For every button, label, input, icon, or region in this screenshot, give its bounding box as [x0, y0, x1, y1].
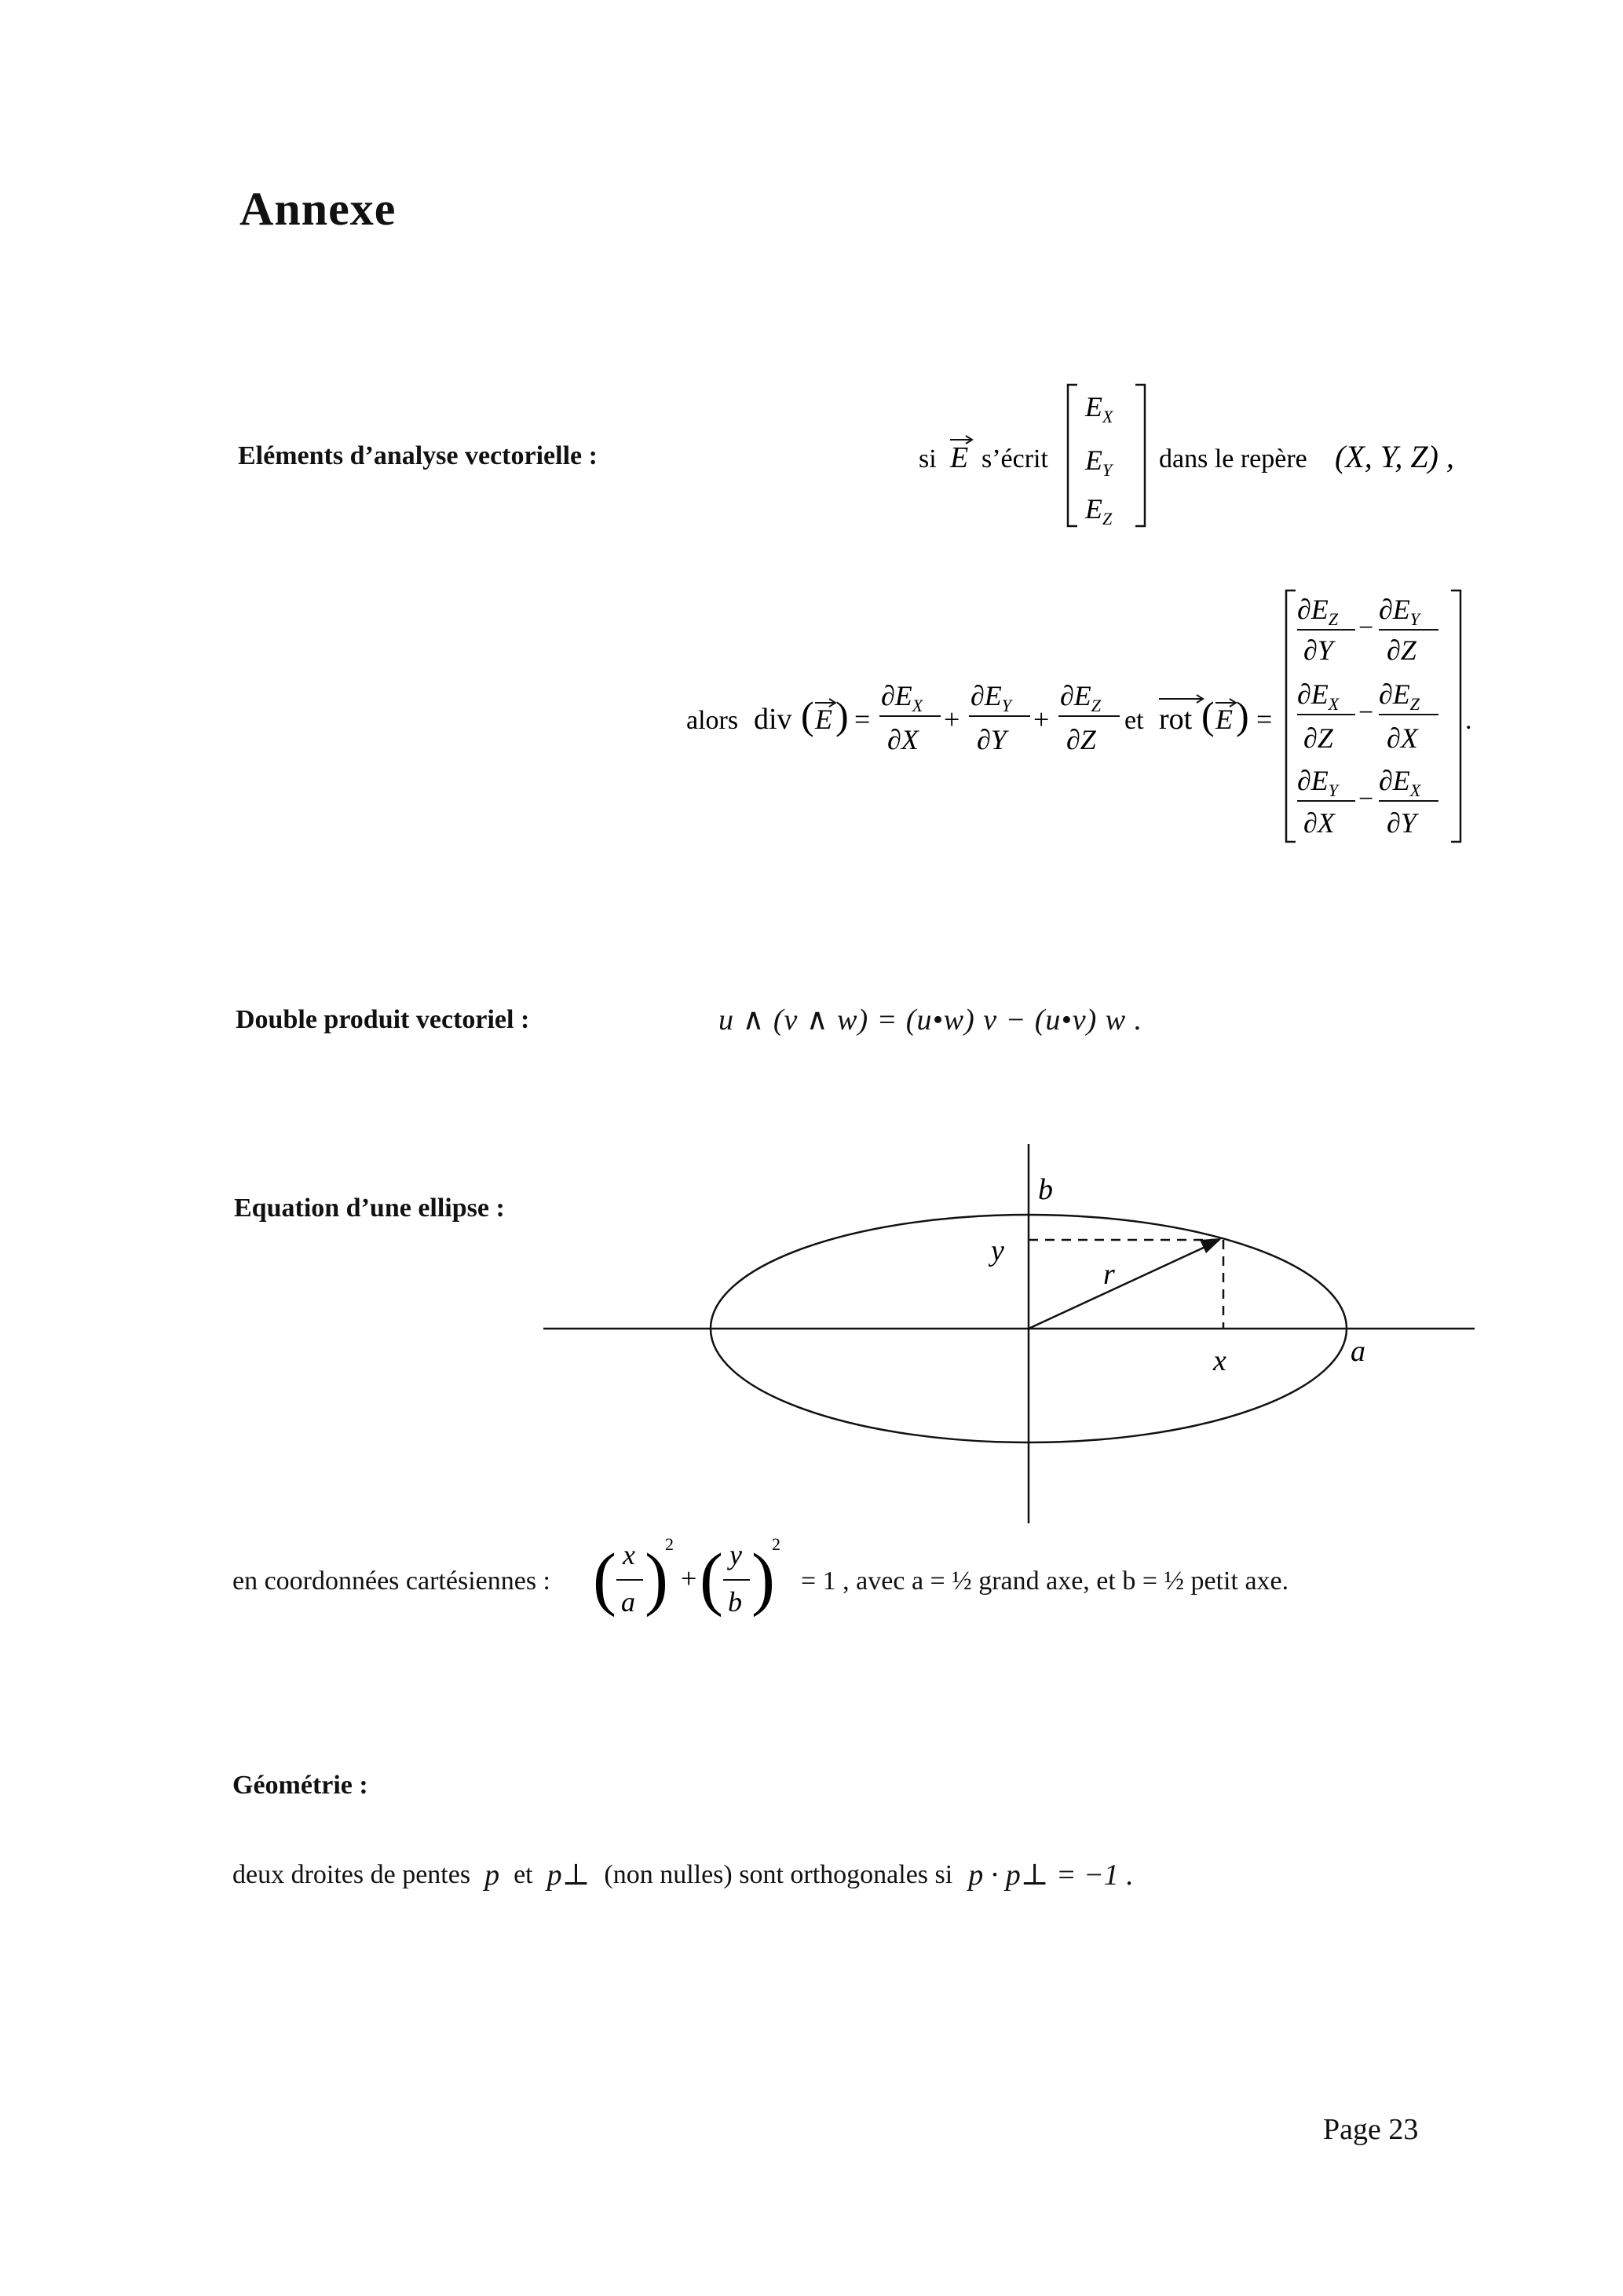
svg-text:(: (	[801, 693, 814, 737]
ellipse-diagram	[542, 1143, 1484, 1527]
svg-text:∂Y: ∂Y	[977, 724, 1007, 755]
svg-text:(: (	[1201, 693, 1215, 737]
svg-text:−: −	[1358, 784, 1374, 813]
svg-text:y: y	[729, 1539, 742, 1570]
svg-text:∂X: ∂X	[1387, 722, 1418, 754]
svg-text:2: 2	[772, 1534, 780, 1554]
svg-text:∂EY: $\partial E_Y$	[971, 680, 1012, 715]
svg-text:EX: $E_X$	[1085, 391, 1113, 426]
svg-text:b: b	[728, 1586, 742, 1618]
svg-text:.: .	[1465, 706, 1472, 735]
svg-text:x: x	[623, 1539, 635, 1570]
svg-text:+: +	[681, 1563, 697, 1594]
cartesian-prefix: en coordonnées cartésiennes :	[232, 1567, 550, 1596]
svg-text:∂Z: ∂Z	[1303, 722, 1333, 754]
label-b: b	[1038, 1173, 1053, 1206]
svg-text:∂Z: ∂Z	[1387, 634, 1416, 666]
cartesian-suffix: = 1 , avec a = ½ grand axe, et b = ½ petit axe.	[801, 1567, 1289, 1596]
orthogonality-condition: p · p⊥ = −1 .	[968, 1859, 1134, 1892]
radius-vector	[1029, 1241, 1219, 1329]
svg-text:∂EX: $\partial E_X$	[1297, 678, 1340, 714]
svg-text:∂Y: ∂Y	[1303, 634, 1333, 666]
svg-text:(: (	[593, 1540, 616, 1618]
svg-text:): )	[645, 1540, 668, 1618]
ellipse-heading: Equation d’une ellipse :	[234, 1194, 505, 1223]
svg-text:∂EZ: $\partial E_Z$	[1297, 594, 1339, 629]
svg-text:(: (	[700, 1540, 723, 1618]
rot-text: rot	[1159, 703, 1193, 736]
label-r: r	[1103, 1258, 1115, 1291]
svg-text:): )	[1236, 693, 1249, 737]
vector-definition-formula	[903, 377, 1500, 534]
svg-text:+: +	[944, 704, 960, 735]
vector-E-symbol: E	[950, 441, 969, 474]
svg-text:∂EY: $\partial E_Y$	[1297, 765, 1339, 800]
svg-text:EZ: $E_Z$	[1085, 493, 1113, 528]
geometry-statement	[232, 1857, 1134, 1892]
svg-text:a: a	[621, 1586, 635, 1618]
div-text: div	[754, 703, 792, 736]
svg-text:∂EX: $\partial E_X$	[1379, 765, 1421, 800]
svg-text:∂EX: $\partial E_X$	[881, 680, 923, 715]
vector-analysis-heading: Eléments d’analyse vectorielle :	[238, 441, 598, 470]
svg-text:E: E	[815, 704, 832, 735]
svg-text:=: =	[1256, 704, 1273, 735]
slope-p: p	[484, 1858, 500, 1892]
svg-text:∂EY: $\partial E_Y$	[1379, 594, 1420, 629]
geometry-heading: Géométrie :	[232, 1771, 368, 1800]
page-title: Annexe	[239, 183, 397, 235]
geometry-et: et	[514, 1859, 533, 1889]
geometry-sentence-1: deux droites de pentes	[232, 1859, 471, 1889]
geometry-sentence-2: (non nulles) sont orthogonales si	[604, 1859, 953, 1889]
label-x: x	[1213, 1344, 1226, 1377]
in-frame-text: dans le repère	[1159, 444, 1307, 473]
si-text: si	[919, 444, 937, 473]
page-number: Page 23	[1323, 2113, 1419, 2146]
ellipse-equation	[593, 1531, 797, 1633]
double-product-formula: u ∧ (v ∧ w) = (u•w) v − (u•v) w .	[718, 1004, 1143, 1036]
svg-text:): )	[835, 693, 849, 737]
svg-text:∂EZ: $\partial E_Z$	[1379, 678, 1420, 714]
svg-text:∂Y: ∂Y	[1387, 807, 1416, 839]
svg-text:+: +	[1033, 704, 1050, 735]
svg-text:∂X: ∂X	[1303, 807, 1335, 839]
slope-p-perp: p⊥	[546, 1859, 590, 1892]
svg-text:2: 2	[665, 1534, 674, 1554]
svg-text:=: =	[854, 704, 871, 735]
alors-text: alors	[686, 706, 739, 735]
svg-text:∂Z: ∂Z	[1066, 724, 1096, 755]
svg-text:EY: $E_Y$	[1085, 444, 1113, 480]
et-text: et	[1124, 706, 1144, 735]
svg-text:∂X: ∂X	[887, 724, 919, 755]
frame-text: (X, Y, Z) ,	[1335, 439, 1454, 474]
svg-text:): )	[751, 1540, 775, 1618]
label-y: y	[991, 1234, 1004, 1267]
svg-text:−: −	[1358, 613, 1374, 642]
s-ecrit-text: s’écrit	[981, 444, 1048, 473]
svg-text:∂EZ: $\partial E_Z$	[1060, 680, 1102, 715]
svg-text:−: −	[1358, 698, 1374, 727]
div-rot-formula	[675, 581, 1492, 848]
label-a: a	[1351, 1335, 1365, 1368]
svg-text:E: E	[1215, 704, 1233, 735]
double-product-heading: Double produit vectoriel :	[236, 1005, 530, 1034]
